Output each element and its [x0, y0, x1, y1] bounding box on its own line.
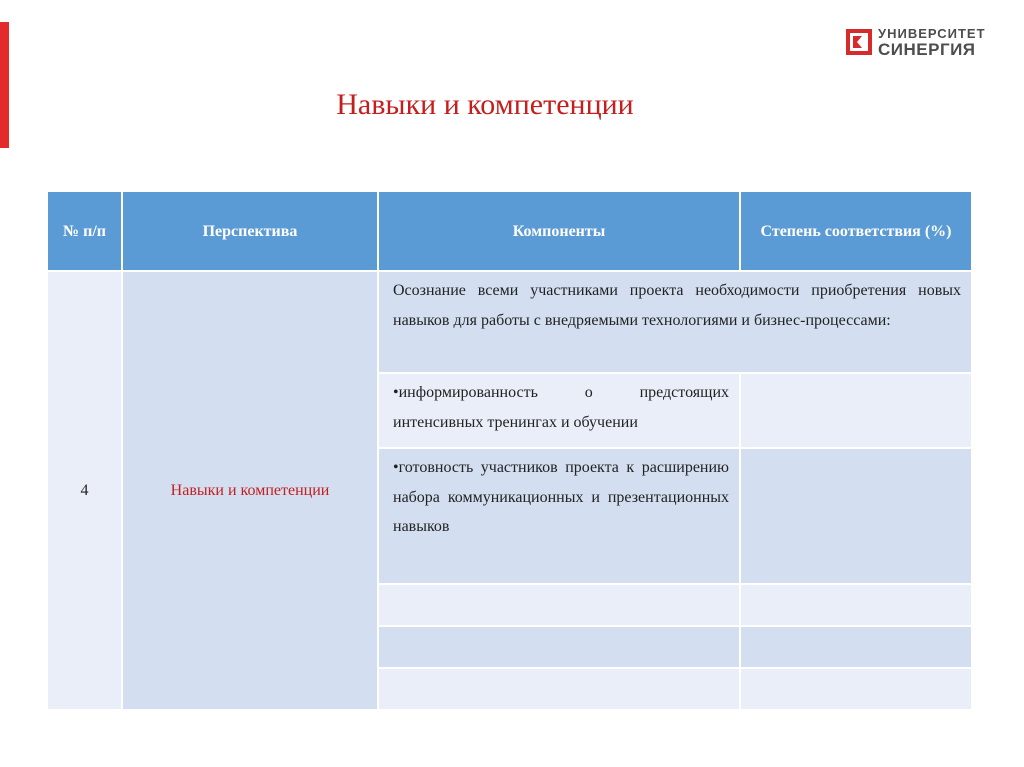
header-degree: Степень соответствия (%) [740, 191, 972, 271]
degree-cell [740, 584, 972, 626]
intro-cell: Осознание всеми участниками проекта необходимости приобретения новых навыков для работы с внедряемыми технологиями и бизнес-процессами: [378, 271, 972, 373]
component-cell [378, 626, 740, 668]
logo-line-2: СИНЕРГИЯ [878, 39, 976, 59]
degree-cell [740, 668, 972, 710]
accent-bar [0, 22, 9, 148]
logo-text [878, 27, 986, 58]
header-perspective: Перспектива [122, 191, 378, 271]
header-number: № п/п [47, 191, 122, 271]
component-cell [378, 584, 740, 626]
synergy-logo-icon [846, 29, 872, 55]
component-cell: •информированность о предстоящих интенсивных тренингах и обучении [378, 373, 740, 448]
skills-table [46, 190, 973, 711]
degree-cell [740, 448, 972, 584]
component-cell: •готовность участников проекта к расширению набора коммуникационных и презентационных навыков [378, 448, 740, 584]
degree-cell [740, 373, 972, 448]
slide-title: Навыки и компетенции [336, 88, 634, 121]
university-logo [846, 26, 986, 58]
component-cell [378, 668, 740, 710]
table-header-row [47, 191, 972, 271]
header-components: Компоненты [378, 191, 740, 271]
logo-line-1: УНИВЕРСИТЕТ [878, 25, 986, 41]
row-number-cell: 4 [47, 271, 122, 710]
table-row [47, 271, 972, 373]
perspective-cell: Навыки и компетенции [122, 271, 378, 710]
degree-cell [740, 626, 972, 668]
